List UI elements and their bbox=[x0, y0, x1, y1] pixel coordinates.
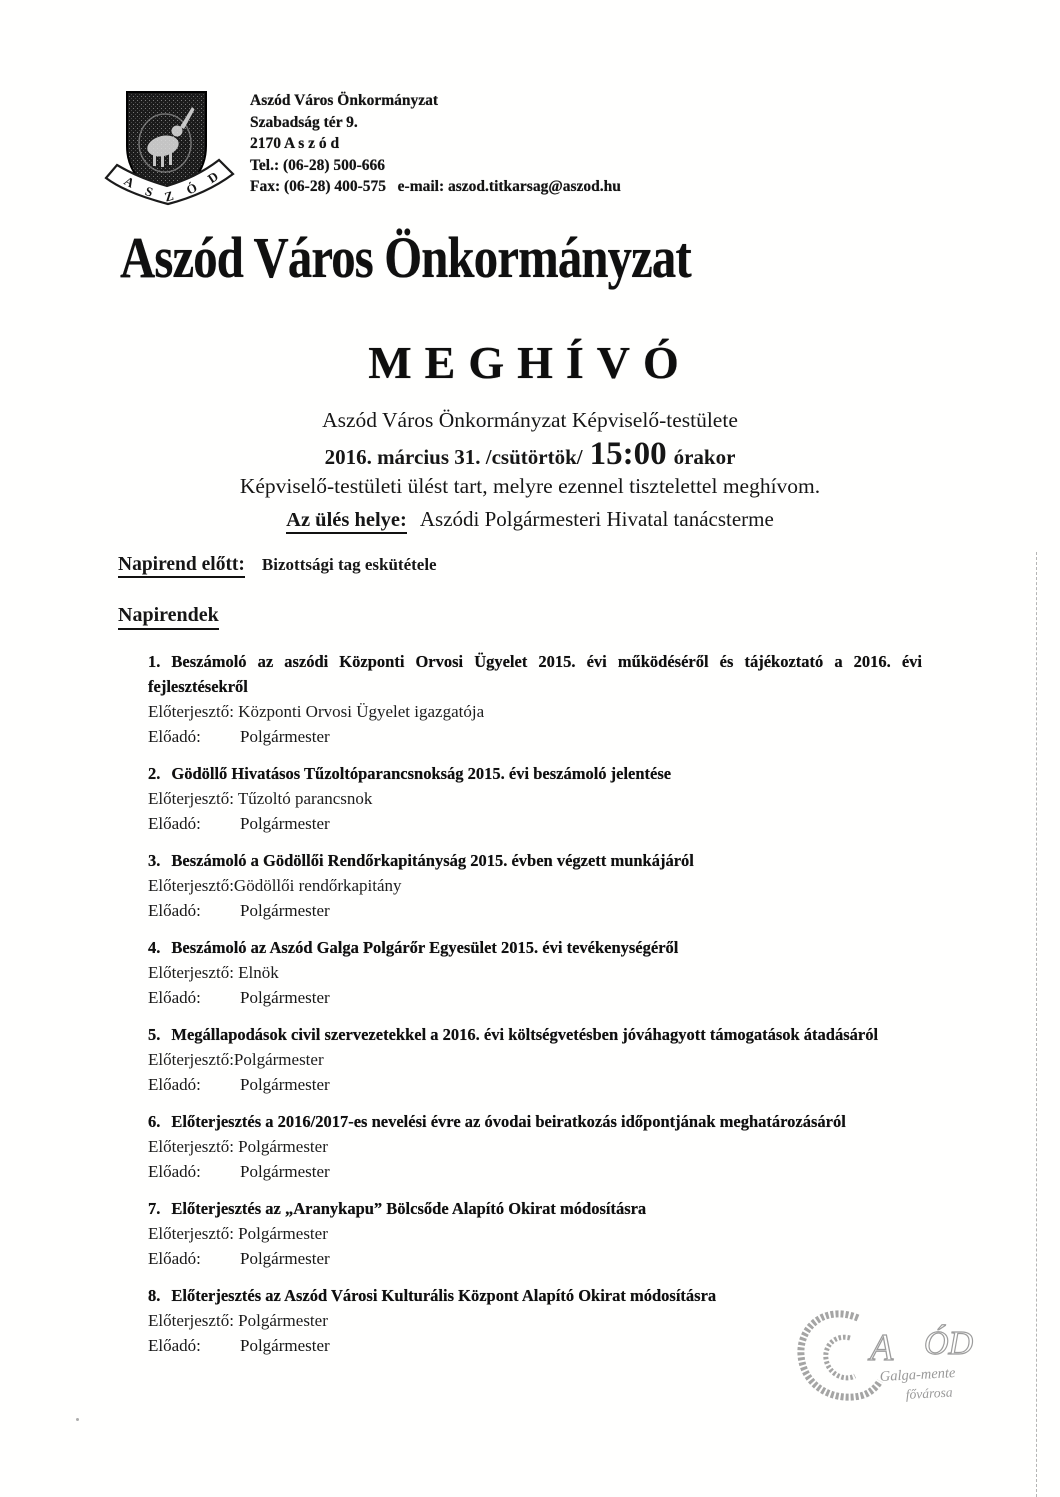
stamp-letters-od: ÓD bbox=[924, 1325, 974, 1362]
agenda-item-speaker-label: Előadó: bbox=[148, 727, 201, 746]
stamp-letter-a: A bbox=[870, 1327, 894, 1369]
agenda-item-presenter: Előterjesztő:Gödöllői rendőrkapitány bbox=[148, 876, 402, 895]
agenda-item-number: 6. bbox=[148, 1112, 161, 1131]
agenda-item-title-text: Előterjesztés az Aszód Városi Kulturális Központ Alapító Okirat módosításra bbox=[171, 1286, 717, 1305]
letterhead-phone: Tel.: (06-28) 500-666 bbox=[250, 156, 386, 174]
pre-agenda-value: Bizottsági tag eskütétele bbox=[261, 555, 437, 574]
agenda-item-speaker: Polgármester bbox=[240, 1249, 330, 1268]
agenda-item-speaker-label: Előadó: bbox=[148, 1075, 201, 1094]
pre-agenda-line bbox=[118, 554, 437, 576]
agenda-item-title-text: Előterjesztés az „Aranykapu” Bölcsőde Alapító Okirat módosításra bbox=[171, 1199, 647, 1218]
invitation-body-line: Aszód Város Önkormányzat Képviselő-testülete bbox=[322, 408, 738, 432]
agenda-item-speaker: Polgármester bbox=[240, 988, 330, 1007]
agenda-item-presenter: Előterjesztő:Polgármester bbox=[148, 1050, 324, 1069]
meeting-time: 15:00 bbox=[589, 436, 667, 472]
agenda-item-speaker: Polgármester bbox=[240, 1162, 330, 1181]
agenda-item-speaker-label: Előadó: bbox=[148, 988, 201, 1007]
agenda-item-title bbox=[148, 761, 922, 786]
stamp-script-line1: Galga-mente bbox=[879, 1365, 956, 1385]
agenda-item bbox=[148, 1022, 922, 1097]
agenda-item-title-text: Megállapodások civil szervezetekkel a 2016. évi költségvetésben jóváhagyott támogatások átadásáról bbox=[171, 1025, 879, 1044]
agenda-item-presenter: Előterjesztő: Polgármester bbox=[148, 1137, 328, 1156]
agenda-item-speaker-label: Előadó: bbox=[148, 1336, 201, 1355]
agenda-item bbox=[148, 761, 922, 836]
agenda-item-speaker-line bbox=[148, 1159, 922, 1184]
agenda-item-speaker-line bbox=[148, 811, 922, 836]
agenda-item-speaker-line bbox=[148, 1072, 922, 1097]
pre-agenda-label: Napirend előtt: bbox=[118, 554, 245, 578]
crest-banner-text: A S Z Ó D bbox=[121, 165, 226, 205]
meeting-date: 2016. március 31. /csütörtök/ bbox=[324, 445, 583, 469]
agenda-item-number: 1. bbox=[148, 652, 161, 671]
agenda-item-title-text: Beszámoló az aszódi Központi Orvosi Ügyelet 2015. évi működéséről és tájékoztató a 2016. évi fejlesztésekről bbox=[148, 652, 922, 696]
agenda-item bbox=[148, 935, 922, 1010]
agenda-item-number: 7. bbox=[148, 1199, 161, 1218]
letterhead-fax-email: Fax: (06-28) 400-575 e-mail: aszod.titkarsag@aszod.hu bbox=[250, 178, 621, 195]
aszod-coat-of-arms-icon bbox=[100, 86, 240, 226]
agenda-item-title-text: Beszámoló a Gödöllői Rendőrkapitányság 2015. évben végzett munkájáról bbox=[171, 851, 694, 870]
letterhead bbox=[250, 90, 621, 198]
agenda-item-speaker-line bbox=[148, 898, 922, 923]
agenda-item-number: 5. bbox=[148, 1025, 161, 1044]
agenda-item-title bbox=[148, 649, 922, 699]
letterhead-address-street: Szabadság tér 9. bbox=[250, 113, 358, 131]
agenda-item-speaker: Polgármester bbox=[240, 1336, 330, 1355]
agenda-item-speaker: Polgármester bbox=[240, 901, 330, 920]
agenda-item-speaker-line bbox=[148, 985, 922, 1010]
agenda-item bbox=[148, 649, 922, 749]
letterhead-address-city: 2170 A s z ó d bbox=[250, 135, 340, 152]
agenda-list bbox=[148, 649, 922, 1370]
meeting-location-line bbox=[0, 507, 1060, 532]
agenda-item-speaker: Polgármester bbox=[240, 814, 330, 833]
agenda-item bbox=[148, 1109, 922, 1184]
scan-speck bbox=[76, 1418, 79, 1421]
agenda-item-speaker-line bbox=[148, 1246, 922, 1271]
meeting-location-value: Aszódi Polgármesteri Hivatal tanácsterme bbox=[419, 507, 774, 531]
meeting-datetime bbox=[0, 437, 1060, 474]
scan-artifact-line bbox=[1036, 552, 1037, 1497]
agenda-item-presenter: Előterjesztő: Elnök bbox=[148, 963, 279, 982]
meeting-time-suffix: órakor bbox=[673, 445, 736, 469]
agenda-item-speaker-label: Előadó: bbox=[148, 814, 201, 833]
agenda-item-title bbox=[148, 1109, 922, 1134]
agenda-item-title bbox=[148, 848, 922, 873]
agenda-item-title-text: Előterjesztés a 2016/2017-es nevelési évre az óvodai beiratkozás időpontjának meghatározásáról bbox=[171, 1112, 846, 1131]
agenda-item-title bbox=[148, 1196, 922, 1221]
agenda-item-presenter: Előterjesztő: Tűzoltó parancsnok bbox=[148, 789, 373, 808]
agenda-item-title bbox=[148, 1022, 922, 1047]
invitation-body-line: Képviselő-testületi ülést tart, melyre ezennel tisztelettel meghívom. bbox=[239, 474, 821, 498]
agenda-item-speaker-label: Előadó: bbox=[148, 1162, 201, 1181]
agenda-item-speaker-label: Előadó: bbox=[148, 901, 201, 920]
agenda-item bbox=[148, 848, 922, 923]
agenda-item-presenter: Előterjesztő: Központi Orvosi Ügyelet igazgatója bbox=[148, 702, 485, 721]
agenda-item-speaker-line bbox=[148, 724, 922, 749]
agenda-item-number: 2. bbox=[148, 764, 161, 783]
agenda-item-number: 8. bbox=[148, 1286, 161, 1305]
meeting-location-label: Az ülés helye: bbox=[286, 509, 407, 534]
meghivo-heading: MEGHÍVÓ bbox=[368, 337, 692, 388]
galga-stamp-icon bbox=[786, 1298, 1004, 1416]
agenda-item-presenter: Előterjesztő: Polgármester bbox=[148, 1311, 328, 1330]
agenda-heading: Napirendek bbox=[118, 604, 219, 630]
document-title: Aszód Város Önkormányzat bbox=[120, 225, 691, 290]
agenda-item-presenter: Előterjesztő: Polgármester bbox=[148, 1224, 328, 1243]
agenda-item-speaker-label: Előadó: bbox=[148, 1249, 201, 1268]
agenda-item-number: 4. bbox=[148, 938, 161, 957]
agenda-item-speaker: Polgármester bbox=[240, 1075, 330, 1094]
agenda-item bbox=[148, 1196, 922, 1271]
agenda-item-title-text: Gödöllő Hivatásos Tűzoltóparancsnokság 2015. évi beszámoló jelentése bbox=[171, 764, 672, 783]
stamp-script-line2: fővárosa bbox=[905, 1384, 953, 1402]
agenda-item-speaker: Polgármester bbox=[240, 727, 330, 746]
agenda-item-title-text: Beszámoló az Aszód Galga Polgárőr Egyesület 2015. évi tevékenységéről bbox=[171, 938, 679, 957]
agenda-item-title bbox=[148, 935, 922, 960]
agenda-item-number: 3. bbox=[148, 851, 161, 870]
letterhead-org: Aszód Város Önkormányzat bbox=[250, 92, 439, 109]
